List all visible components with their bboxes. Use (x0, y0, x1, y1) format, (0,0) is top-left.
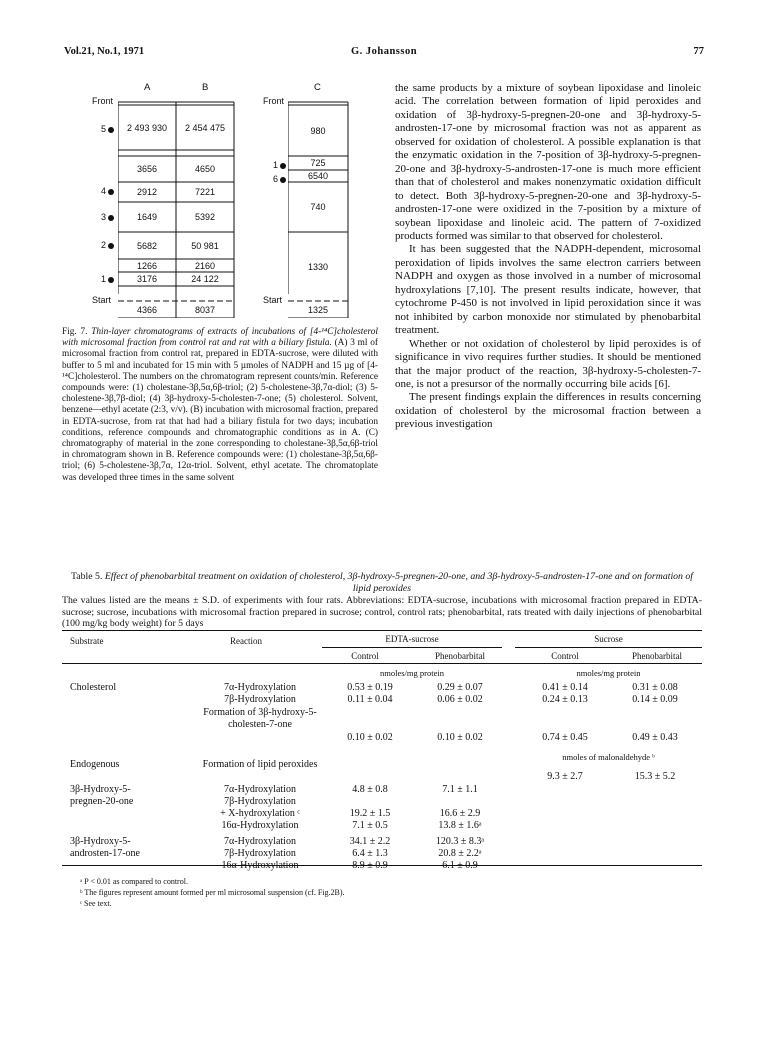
front-label-ab: Front (92, 96, 114, 106)
caption-title: Thin-layer chromatograms of extracts of incubations of [4-¹⁴C]cholesterol with microsomal fraction from control rat and rat with a biliary fistula. (62, 327, 378, 349)
unit-label-edta: nmoles/mg protein (380, 668, 444, 678)
table-cell-value: 0.10 ± 0.02 (437, 732, 483, 743)
chromatogram-figure (62, 82, 382, 322)
column-label-b: B (202, 82, 209, 93)
table-cell-value: 13.8 ± 1.6ᵃ (438, 820, 482, 831)
cell-a-r2: 3656 (136, 164, 158, 174)
start-label-ab: Start (92, 295, 112, 305)
cell-b-5: 2 454 475 (184, 122, 226, 133)
front-label-c: Front (263, 96, 285, 106)
table-cell-reaction: + X-hydroxylation ᶜ (220, 808, 300, 819)
table-cell-reaction: Formation of lipid peroxides (202, 759, 318, 770)
table-title (62, 571, 702, 594)
table-cell-value: 0.31 ± 0.08 (632, 682, 678, 693)
table-cell-value: 0.49 ± 0.43 (632, 732, 678, 743)
body-text-column (395, 82, 701, 432)
cell-b-r6: 2160 (194, 260, 216, 271)
table-cell-value: 20.8 ± 2.2ᵃ (438, 848, 482, 859)
spot-label-4: 4 (78, 186, 114, 196)
cell-b-r2: 4650 (194, 164, 216, 174)
table-cell-reaction: 7β-Hydroxylation (224, 848, 296, 859)
paragraph: The present findings explain the differences in results concerning oxidation of cholesterol by the microsomal fraction between a previous investigation (395, 391, 701, 431)
table-cell-value: 7.1 ± 0.5 (352, 820, 388, 831)
table-cell-reaction: 7β-Hydroxylation (224, 694, 296, 705)
unit-label-malonaldehyde: nmoles of malonaldehyde ᵇ (562, 752, 655, 762)
cell-c-start: 1325 (307, 305, 329, 315)
table-cell-value: 0.53 ± 0.19 (347, 682, 393, 693)
table-cell-substrate: 3β-Hydroxy-5-pregnen-20-one (70, 784, 134, 807)
edta-rule (322, 647, 502, 648)
column-label-a: A (144, 82, 151, 93)
cell-c-mid: 740 (310, 202, 326, 212)
header-sucrose: Sucrose (594, 634, 623, 644)
cell-b-3: 5392 (194, 212, 216, 222)
table-cell-value: 15.3 ± 5.2 (634, 771, 676, 782)
table-cell-reaction: 7α-Hydroxylation (224, 682, 296, 693)
table-cell-value: 0.11 ± 0.04 (347, 694, 393, 705)
cell-b-1: 24 122 (191, 274, 219, 284)
table-cell-value: 0.29 ± 0.07 (437, 682, 483, 693)
spot-label-2: 2 (78, 240, 114, 250)
table-cell-reaction: 16α-Hydroxylation (221, 860, 299, 871)
paragraph: the same products by a mixture of soybean lipoxidase and linoleic acid. The correlation between formation of lipid peroxides and oxidation of 3β-hydroxy-5-pregnen-20-one and 3β-hydroxy-5-androsten-17-one by microsomal fraction was not as apparent as observed for oxidation of cholesterol. A possible explanation is that the enzymatic oxidation in the 7-position of 3β-hydroxy-5-pregnen-20-one and 3β-hydroxy-5-androsten-17-one is much more efficient than that of cholesterol and makes nonenzymatic oxidation difficult to detect. Both 3β-hydroxy-5-pregnen-20-one and 3β-hydroxy-5-androsten-17-one were oxidized in the 7-position by a mixture of soybean lipoxidase and linoleic acid. The pattern of 7-oxidized products formed was similar to that observed for cholesterol. (395, 82, 701, 242)
table-rule-top (62, 630, 702, 631)
table-cell-value: 120.3 ± 8.3ᵃ (435, 836, 485, 847)
caption-body: (A) 3 ml of microsomal fraction from control rat, prepared in EDTA-sucrose, were diluted with buffer to 5 ml and incubated for 15 min with 5 µmoles of NADPH and 15 µg of [4-¹⁴C]cholesterol. The numbers on the chromatogram represent counts/min. Reference compounds were: (1) cholestane-3β,5α,6β-triol; (2) 5-cholestene-3β,7α-diol; (3) 5-cholestene-3β,7β-diol; (4) 3β-hydroxy-5-cholesten-7-one; (5) cholesterol. Solvent, benzene—ethyl acetate (2:3, v/v). (B) incubation with microsomal fraction, prepared in EDTA-sucrose, from rat that had had a biliary fistula for two days; incubation conditions, reference compounds and chromatographic conditions as in A. (C) chromatography of material in the zone corresponding to cholestane-3β,5α,6β-triol in chromatogram shown in B. Reference compounds were: (1) cholestane-3β,5α,6β-triol; (6) 5-cholestene-3β,7α, 12α-triol. Solvent, ethyl acetate. The chromatoplate was developed three times in the same solvent (62, 338, 378, 483)
journal-volume: Vol.21, No.1, 1971 (64, 46, 145, 57)
cell-a-start: 4366 (136, 305, 158, 315)
start-label-c: Start (263, 295, 283, 305)
table-note: The values listed are the means ± S.D. of experiments with four rats. Abbreviations: EDTA-sucrose, incubations with microsomal fraction prepared in EDTA-sucrose; sucrose, incubations with microsomal fraction prepared in sucrose; control, control rats; phenobarbital, rats treated with daily injections of phenobarbital (100 mg/kg body weight) for 5 days (62, 595, 702, 630)
cell-a-3: 1649 (136, 212, 158, 222)
spot-label-c-6: 6 (250, 174, 286, 184)
header-edta-control: Control (351, 651, 379, 661)
table-cell-substrate: Cholesterol (70, 682, 117, 693)
table-cell-value: 16.6 ± 2.9 (439, 808, 481, 819)
table-title-lead: Table 5. (70, 571, 103, 582)
cell-a-2: 5682 (136, 240, 158, 251)
paragraph: It has been suggested that the NADPH-dependent, microsomal peroxidation of lipids involves the same electron carriers between NADPH and oxygen as those involved in a number of microsomal hydroxylations [7,10]. The present results indicate, however, that cytochrome P-450 is not involved in lipid peroxidation since it was not inhibited by carbon monoxide nor stimulated by phenobarbital treatment. (395, 243, 701, 337)
table-cell-value: 0.06 ± 0.02 (437, 694, 483, 705)
cell-a-5: 2 493 930 (126, 122, 168, 133)
cell-b-2: 50 981 (191, 240, 219, 251)
spot-label-3: 3 (78, 212, 114, 222)
page-number: 77 (693, 46, 704, 57)
table-cell-value: 6.1 ± 0.9 (442, 860, 478, 871)
table-cell-reaction: 16α-Hydroxylation (221, 820, 299, 831)
table-footnote-b: ᵇ The figures represent amount formed per ml microsomal suspension (cf. Fig.2B). (80, 888, 345, 897)
spot-label-1: 1 (78, 274, 114, 284)
cell-c-6: 6540 (307, 171, 329, 181)
table-cell-value: 8.9 ± 0.9 (352, 860, 388, 871)
table-title-text: Effect of phenobarbital treatment on oxidation of cholesterol, 3β-hydroxy-5-pregnen-20-one, and 3β-hydroxy-5-androsten-17-one and on formation of lipid peroxides (104, 571, 694, 594)
column-label-c: C (314, 82, 321, 93)
cell-b-4: 7221 (194, 187, 216, 197)
cell-a-r6: 1266 (136, 260, 158, 271)
header-suc-control: Control (551, 651, 579, 661)
table-cell-value: 19.2 ± 1.5 (349, 808, 391, 819)
caption-lead: Fig. 7. (62, 327, 88, 337)
author-name: G. Johansson (350, 46, 418, 57)
running-header (64, 46, 704, 62)
cell-c-low: 1330 (307, 261, 329, 272)
table-cell-value: 7.1 ± 1.1 (442, 784, 478, 795)
sucrose-rule (515, 647, 702, 648)
header-edta: EDTA-sucrose (385, 634, 439, 644)
unit-label-sucrose: nmoles/mg protein (576, 668, 641, 678)
cell-c-top: 980 (310, 125, 326, 136)
table-cell-value: 34.1 ± 2.2 (349, 836, 391, 847)
table-cell-reaction: 7β-Hydroxylation (224, 796, 296, 807)
header-suc-pheno: Phenobarbital (632, 651, 682, 661)
cell-b-start: 8037 (194, 305, 216, 315)
table-cell-reaction: 7α-Hydroxylation (224, 836, 296, 847)
table-cell-value: 0.14 ± 0.09 (632, 694, 678, 705)
table-cell-value: 0.74 ± 0.45 (542, 732, 588, 743)
table-cell-reaction: Formation of 3β-hydroxy-5-cholesten-7-one (203, 707, 317, 730)
spot-label-c-1: 1 (250, 160, 286, 170)
header-reaction: Reaction (230, 636, 262, 646)
table-cell-value: 0.41 ± 0.14 (542, 682, 588, 693)
table-cell-value: 6.4 ± 1.3 (352, 848, 388, 859)
table-cell-substrate: Endogenous (70, 759, 120, 770)
table-footnote-c: ᶜ See text. (80, 899, 112, 908)
cell-c-1: 725 (310, 158, 326, 168)
table-rule-header (62, 663, 702, 664)
table-cell-value: 9.3 ± 2.7 (547, 771, 583, 782)
spot-label-5: 5 (78, 124, 114, 134)
table-cell-substrate: 3β-Hydroxy-5-androsten-17-one (70, 836, 140, 859)
header-substrate: Substrate (70, 636, 104, 646)
cell-a-4: 2912 (136, 187, 158, 197)
table-cell-value: 4.8 ± 0.8 (352, 784, 388, 795)
table-footnote-a: ᵃ P < 0.01 as compared to control. (80, 877, 188, 886)
table-cell-value: 0.24 ± 0.13 (542, 694, 588, 705)
paragraph: Whether or not oxidation of cholesterol by lipid peroxides is of significance in vivo requires further studies. It should be mentioned that the major product of the reaction, 3β-hydroxy-5-cholesten-7-one, is not a presursor of the normally occurring bile acids [6]. (395, 337, 701, 390)
table-cell-reaction: 7α-Hydroxylation (224, 784, 296, 795)
cell-a-1: 3176 (136, 274, 158, 284)
header-edta-pheno: Phenobarbital (435, 651, 485, 661)
figure-caption (62, 327, 378, 484)
table-cell-value: 0.10 ± 0.02 (347, 732, 393, 743)
